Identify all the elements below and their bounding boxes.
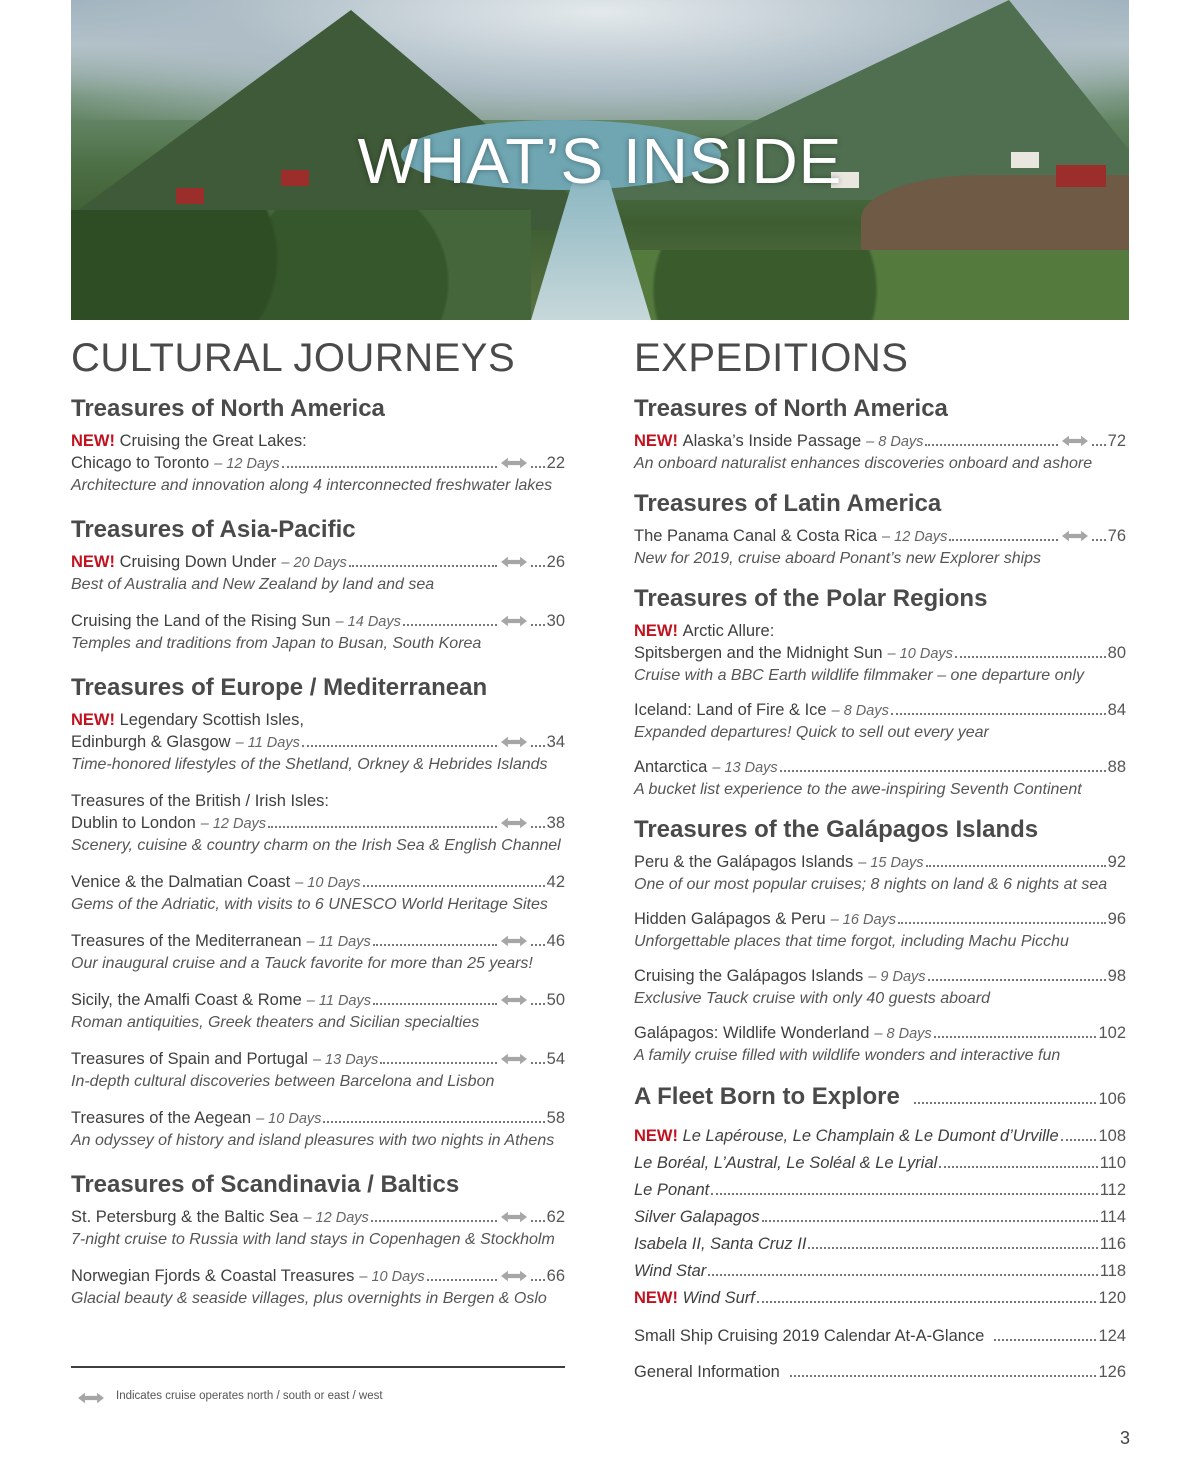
toc-entry[interactable] (71, 989, 565, 1034)
toc-entry-description: Exclusive Tauck cruise with only 40 guests aboard (634, 990, 991, 1007)
dot-leader (531, 1003, 545, 1005)
page-ref: 102 (1098, 1024, 1126, 1042)
toc-entry-line (71, 731, 565, 754)
new-badge: NEW! (634, 1289, 678, 1307)
dot-leader (323, 1121, 544, 1123)
toc-entry-description: Unforgettable places that time forgot, including Machu Picchu (634, 933, 1069, 950)
fleet-title: A Fleet Born to Explore (634, 1083, 900, 1110)
new-badge: NEW! (634, 432, 678, 450)
dot-leader (1092, 539, 1106, 541)
fleet-item[interactable] (634, 1260, 1126, 1282)
toc-entry[interactable] (634, 965, 1126, 1010)
toc-entry-description: Cruise with a BBC Earth wildlife filmmaker – one departure only (634, 667, 1084, 684)
toc-entry-description: Temples and traditions from Japan to Busan, South Korea (71, 635, 482, 652)
toc-entry[interactable] (71, 790, 565, 857)
toc-entry[interactable] (71, 1048, 565, 1093)
duration: – 8 Days (874, 1026, 932, 1042)
toc-entry-description: An odyssey of history and island pleasures with two nights in Athens (71, 1132, 555, 1149)
toc-entry-description: Gems of the Adriatic, with visits to 6 UNESCO World Heritage Sites (71, 896, 548, 913)
toc-entry[interactable] (634, 851, 1126, 896)
dot-leader (531, 1279, 545, 1281)
toc-entry-title-prefix: Legendary Scottish Isles, (119, 711, 304, 729)
page-ref: 106 (1098, 1090, 1126, 1108)
page-ref: 126 (1098, 1363, 1126, 1381)
page-ref: 46 (546, 932, 565, 950)
toc-entry-title: Treasures of the Aegean (71, 1109, 252, 1127)
toc-entry-description: Expanded departures! Quick to sell out every year (634, 724, 989, 741)
double-arrow-icon (1062, 434, 1088, 448)
dot-leader (531, 624, 545, 626)
page-ref: 80 (1107, 644, 1126, 662)
page-ref: 96 (1107, 910, 1126, 928)
toc-entry-description: A bucket list experience to the awe-inspiring Seventh Continent (634, 781, 1082, 798)
fleet-item-title: Wind Star (634, 1262, 707, 1280)
dot-leader (808, 1247, 1097, 1249)
toc-entry-title: Spitsbergen and the Midnight Sun (634, 644, 883, 662)
dot-leader (403, 624, 497, 626)
toc-entry-line (634, 851, 1126, 874)
toc-entry-line (634, 965, 1126, 988)
toc-entry-description: Our inaugural cruise and a Tauck favorite for more than 25 years! (71, 955, 533, 972)
toc-entry-line (634, 1361, 1126, 1383)
toc-entry-line (71, 812, 565, 835)
toc-entry-title: St. Petersburg & the Baltic Sea (71, 1208, 299, 1226)
section-title: Treasures of the Galápagos Islands (634, 816, 1039, 843)
page-ref: 26 (546, 553, 565, 571)
toc-entry[interactable] (71, 610, 565, 655)
page-ref: 124 (1098, 1327, 1126, 1345)
dot-leader (925, 444, 1057, 446)
duration: – 12 Days (214, 456, 280, 472)
dot-leader (790, 1375, 1097, 1377)
page-ref: 66 (546, 1267, 565, 1285)
toc-entry[interactable] (71, 871, 565, 916)
toc-entry[interactable] (634, 1361, 1126, 1383)
toc-entry-description: New for 2019, cruise aboard Ponant’s new Explorer ships (634, 550, 1042, 567)
dot-leader (531, 1062, 545, 1064)
toc-entry-line (634, 525, 1126, 548)
toc-entry-title-prefix: Treasures of the British / Irish Isles: (71, 792, 329, 810)
page-ref: 22 (546, 454, 565, 472)
expeditions-heading: EXPEDITIONS (634, 336, 909, 380)
toc-entry[interactable] (71, 709, 565, 776)
dot-leader (349, 565, 497, 567)
new-badge: NEW! (634, 1127, 678, 1145)
new-badge: NEW! (71, 553, 115, 571)
page-ref: 72 (1107, 432, 1126, 450)
section-title: Treasures of Asia-Pacific (71, 516, 356, 543)
toc-entry-line (634, 642, 1126, 665)
toc-entry-title: Small Ship Cruising 2019 Calendar At-A-Glance (634, 1327, 985, 1345)
toc-entry[interactable] (634, 756, 1126, 801)
toc-entry-title: Antarctica (634, 758, 708, 776)
dot-leader (955, 656, 1106, 658)
toc-entry[interactable] (634, 699, 1126, 744)
toc-entry-description: A family cruise filled with wildlife wonders and interactive fun (634, 1047, 1061, 1064)
page-ref: 62 (546, 1208, 565, 1226)
duration: – 8 Days (866, 434, 924, 450)
toc-entry-description: Glacial beauty & seaside villages, plus overnights in Bergen & Oslo (71, 1290, 547, 1307)
duration: – 11 Days (306, 993, 371, 1009)
page-ref: 58 (546, 1109, 565, 1127)
fleet-item-line (634, 1287, 1126, 1309)
new-badge: NEW! (71, 711, 115, 729)
dot-leader (268, 826, 497, 828)
expeditions-column (634, 392, 1126, 1383)
toc-entry-title: Peru & the Galápagos Islands (634, 853, 854, 871)
toc-entry-line (71, 989, 565, 1012)
fleet-item[interactable] (634, 1179, 1126, 1201)
toc-entry-line (71, 551, 565, 574)
dot-leader (531, 944, 545, 946)
toc-entry-title-line (71, 790, 565, 812)
toc-entry[interactable] (634, 620, 1126, 687)
toc-entry-title: Hidden Galápagos & Peru (634, 910, 826, 928)
toc-entry[interactable] (71, 1107, 565, 1152)
page-ref: 50 (546, 991, 565, 1009)
toc-entry-line (634, 1325, 1126, 1347)
toc-entry-title: Treasures of the Mediterranean (71, 932, 302, 950)
fleet-item-line (634, 1179, 1126, 1201)
section-title: Treasures of the Polar Regions (634, 585, 988, 612)
toc-entry-title: Galápagos: Wildlife Wonderland (634, 1024, 870, 1042)
duration: – 16 Days (830, 912, 897, 928)
toc-entry-line (634, 756, 1126, 779)
dot-leader (928, 979, 1106, 981)
duration: – 10 Days (359, 1269, 425, 1285)
double-arrow-icon (501, 614, 527, 628)
page-ref: 88 (1107, 758, 1126, 776)
dot-leader (757, 1301, 1097, 1303)
fleet-item-title: Silver Galapagos (634, 1208, 760, 1226)
dot-leader (914, 1102, 1097, 1104)
toc-entry-description: One of our most popular cruises; 8 nights on land & 6 nights at sea (634, 876, 1108, 893)
double-arrow-icon (501, 735, 527, 749)
double-arrow-icon (501, 1052, 527, 1066)
fleet-item-line (634, 1260, 1126, 1282)
toc-entry-line (71, 610, 565, 633)
dot-leader (531, 466, 545, 468)
toc-entry-title: Chicago to Toronto (71, 454, 210, 472)
toc-entry[interactable] (71, 551, 565, 596)
double-arrow-icon (501, 456, 527, 470)
toc-entry-line (634, 908, 1126, 931)
toc-entry[interactable] (71, 430, 565, 497)
duration: – 15 Days (858, 855, 924, 871)
toc-entry-line (71, 1048, 565, 1071)
page-ref: 120 (1098, 1289, 1126, 1307)
fleet-item[interactable] (634, 1152, 1126, 1174)
toc-entry[interactable] (634, 525, 1126, 570)
cultural-journeys-heading: CULTURAL JOURNEYS (71, 336, 516, 380)
duration: – 10 Days (295, 875, 361, 891)
section-title: Treasures of Latin America (634, 490, 942, 517)
toc-entry-title: Dublin to London (71, 814, 196, 832)
toc-entry-title: Sicily, the Amalfi Coast & Rome (71, 991, 302, 1009)
dot-leader (380, 1062, 496, 1064)
dot-leader (373, 944, 497, 946)
duration: – 11 Days (235, 735, 300, 751)
fleet-heading[interactable] (634, 1083, 1126, 1111)
arrow-legend-text: Indicates cruise operates north / south or east / west (116, 1390, 383, 1402)
fleet-item-line (634, 1233, 1126, 1255)
toc-entry-title: General Information (634, 1363, 780, 1381)
fleet-item[interactable] (634, 1206, 1126, 1228)
duration: – 10 Days (887, 646, 953, 662)
fleet-item-title: Wind Surf (682, 1289, 755, 1307)
page-ref: 30 (546, 612, 565, 630)
toc-entry-title: Cruising the Galápagos Islands (634, 967, 864, 985)
dot-leader (780, 770, 1106, 772)
hero-image (71, 0, 1129, 320)
fleet-item-title: Le Boréal, L’Austral, Le Soléal & Le Lyrial (634, 1154, 938, 1172)
footer-divider (71, 1366, 565, 1368)
toc-entry-line (634, 1022, 1126, 1045)
toc-entry-line (71, 871, 565, 894)
fleet-item-title: Isabela II, Santa Cruz II (634, 1235, 807, 1253)
toc-entry-title: Edinburgh & Glasgow (71, 733, 231, 751)
fleet-item[interactable] (634, 1287, 1126, 1309)
duration: – 20 Days (281, 555, 347, 571)
toc-entry-description: In-depth cultural discoveries between Barcelona and Lisbon (71, 1073, 495, 1090)
dot-leader (939, 1166, 1097, 1168)
page-ref: 38 (546, 814, 565, 832)
double-arrow-icon (1062, 529, 1088, 543)
page-ref: 42 (546, 873, 565, 891)
page-ref: 84 (1107, 701, 1126, 719)
page-ref: 34 (546, 733, 565, 751)
duration: – 13 Days (312, 1052, 379, 1068)
toc-entry[interactable] (71, 1206, 565, 1251)
duration: – 14 Days (335, 614, 401, 630)
toc-entry-description: 7-night cruise to Russia with land stays in Copenhagen & Stockholm (71, 1231, 555, 1248)
toc-entry-title-line (71, 709, 565, 731)
duration: – 8 Days (831, 703, 889, 719)
section-title: Treasures of North America (634, 395, 948, 422)
double-arrow-icon (501, 1210, 527, 1224)
section-title: Treasures of North America (71, 395, 385, 422)
page-ref: 98 (1107, 967, 1126, 985)
fleet-item-title: Le Lapérouse, Le Champlain & Le Dumont d’Urville (682, 1127, 1059, 1145)
dot-leader (1061, 1139, 1097, 1141)
fleet-item-line (634, 1206, 1126, 1228)
toc-entry-title: The Panama Canal & Costa Rica (634, 527, 878, 545)
double-arrow-icon (501, 555, 527, 569)
dot-leader (891, 713, 1106, 715)
dot-leader (427, 1279, 497, 1281)
section-title: Treasures of Scandinavia / Baltics (71, 1171, 460, 1198)
dot-leader (531, 1220, 545, 1222)
fleet-item[interactable] (634, 1233, 1126, 1255)
arrow-legend (76, 1389, 383, 1403)
page-ref: 54 (546, 1050, 565, 1068)
toc-entry-title: Alaska’s Inside Passage (682, 432, 862, 450)
fleet-item-line (634, 1152, 1126, 1174)
dot-leader (302, 745, 497, 747)
dot-leader (926, 865, 1106, 867)
page-ref: 110 (1099, 1154, 1126, 1172)
toc-entry-line (71, 930, 565, 953)
toc-entry-title: Cruising Down Under (119, 553, 277, 571)
double-arrow-icon (501, 993, 527, 1007)
toc-entry-description: An onboard naturalist enhances discoveries onboard and ashore (634, 455, 1093, 472)
double-arrow-icon (78, 1391, 104, 1405)
toc-entry-title: Treasures of Spain and Portugal (71, 1050, 308, 1068)
toc-entry[interactable] (71, 930, 565, 975)
cultural-journeys-column (71, 392, 565, 1310)
toc-entry-description: Roman antiquities, Greek theaters and Sicilian specialties (71, 1014, 480, 1031)
page-number: 3 (1119, 1428, 1130, 1448)
dot-leader (711, 1193, 1097, 1195)
toc-entry-title: Cruising the Land of the Rising Sun (71, 612, 331, 630)
toc-entry-line (71, 452, 565, 475)
toc-entry-title: Iceland: Land of Fire & Ice (634, 701, 827, 719)
toc-entry-title-prefix: Arctic Allure: (682, 622, 775, 640)
duration: – 12 Days (303, 1210, 369, 1226)
toc-entry[interactable] (634, 1325, 1126, 1347)
fleet-item[interactable] (634, 1125, 1126, 1147)
page-ref: 116 (1099, 1235, 1126, 1253)
duration: – 11 Days (306, 934, 371, 950)
new-badge: NEW! (634, 622, 678, 640)
duration: – 12 Days (882, 529, 948, 545)
duration: – 10 Days (256, 1111, 322, 1127)
toc-entry-description: Architecture and innovation along 4 interconnected freshwater lakes (71, 477, 553, 494)
dot-leader (531, 745, 545, 747)
section-title: Treasures of Europe / Mediterranean (71, 674, 488, 701)
toc-entry-title-line (634, 620, 1126, 642)
dot-leader (373, 1003, 497, 1005)
fleet-item-title: Le Ponant (634, 1181, 710, 1199)
toc-entry-description: Best of Australia and New Zealand by land and sea (71, 576, 435, 593)
dot-leader (363, 885, 545, 887)
toc-entry-line (634, 699, 1126, 722)
dot-leader (1092, 444, 1106, 446)
dot-leader (708, 1274, 1097, 1276)
page-ref: 112 (1099, 1181, 1126, 1199)
page-ref: 108 (1098, 1127, 1126, 1145)
toc-entry-description: Scenery, cuisine & country charm on the Irish Sea & English Channel (71, 837, 561, 854)
toc-entry-title-prefix: Cruising the Great Lakes: (119, 432, 307, 450)
double-arrow-icon (501, 1269, 527, 1283)
toc-entry-line (71, 1265, 565, 1288)
dot-leader (371, 1220, 497, 1222)
duration: – 12 Days (200, 816, 267, 832)
double-arrow-icon (501, 816, 527, 830)
dot-leader (949, 539, 1057, 541)
toc-entry-title: Norwegian Fjords & Coastal Treasures (71, 1267, 355, 1285)
page-ref: 76 (1107, 527, 1126, 545)
dot-leader (762, 1220, 1098, 1222)
toc-entry[interactable] (71, 1265, 565, 1310)
page-ref: 118 (1099, 1262, 1126, 1280)
dot-leader (282, 466, 497, 468)
dot-leader (898, 922, 1106, 924)
double-arrow-icon (501, 934, 527, 948)
toc-entry[interactable] (634, 430, 1126, 475)
toc-entry-title-line (71, 430, 565, 452)
page-title: WHAT’S INSIDE (357, 125, 843, 197)
new-badge: NEW! (71, 432, 115, 450)
duration: – 13 Days (712, 760, 778, 776)
toc-entry[interactable] (634, 908, 1126, 953)
toc-entry[interactable] (634, 1022, 1126, 1067)
toc-entry-line (71, 1206, 565, 1229)
toc-entry-description: Time-honored lifestyles of the Shetland, Orkney & Hebrides Islands (71, 756, 548, 773)
duration: – 9 Days (868, 969, 926, 985)
fleet-item-line (634, 1125, 1126, 1147)
dot-leader (531, 826, 545, 828)
toc-entry-line (634, 430, 1126, 453)
toc-entry-title: Venice & the Dalmatian Coast (71, 873, 291, 891)
dot-leader (531, 565, 545, 567)
dot-leader (994, 1339, 1096, 1341)
toc-entry-line (71, 1107, 565, 1130)
page-ref: 92 (1107, 853, 1126, 871)
page-ref: 114 (1099, 1208, 1126, 1226)
dot-leader (934, 1036, 1097, 1038)
